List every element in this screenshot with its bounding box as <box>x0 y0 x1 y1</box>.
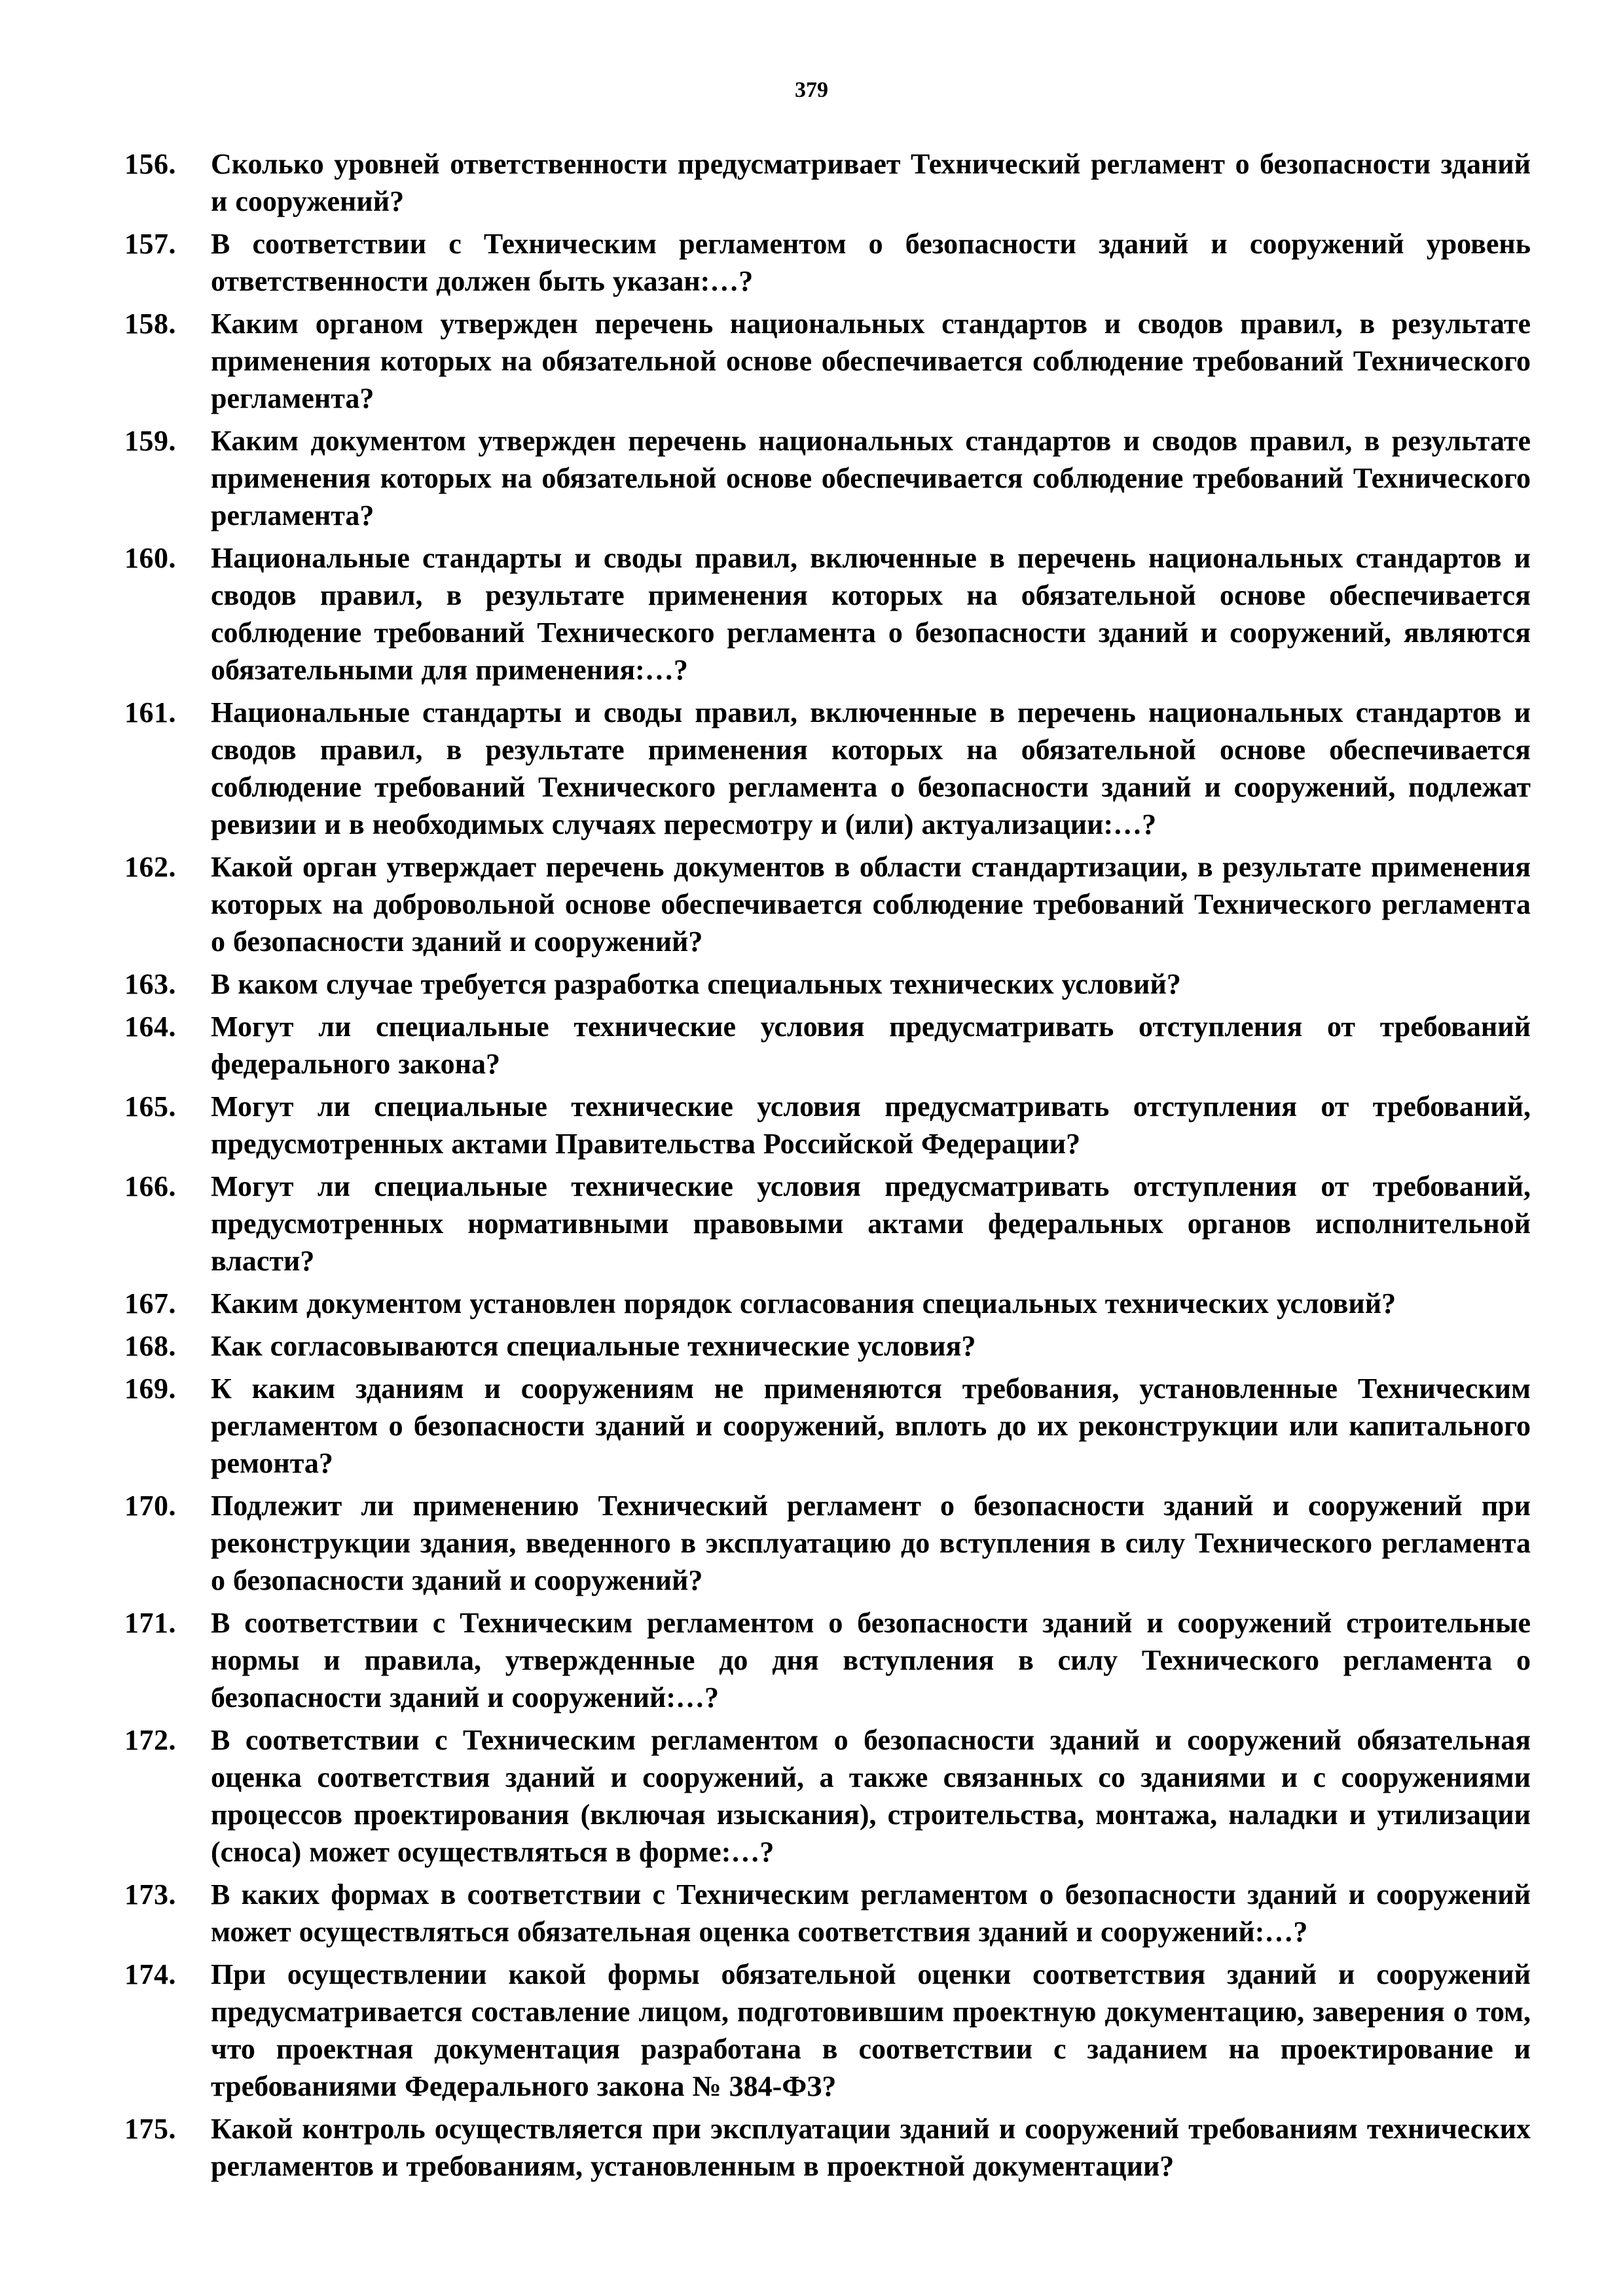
question-item <box>124 539 1531 689</box>
question-text: В соответствии с Техническим регламентом о безопасности зданий и сооружений обязательная оценка соответствия зданий и сооружений, а также связанных со зданиями и с сооружениями процессов проектирования (включая изыскания), строительства, монтажа, наладки и утилизации (сноса) может осуществляться в форме:…? <box>211 1724 1531 1868</box>
question-item <box>124 2110 1531 2185</box>
question-text: В соответствии с Техническим регламентом о безопасности зданий и сооружений строительные нормы и правила, утвержденные до дня вступления в силу Технического регламента о безопасности зданий и сооружений:…? <box>211 1607 1531 1713</box>
question-number: 170. <box>124 1490 176 1522</box>
question-item <box>124 965 1531 1003</box>
question-item <box>124 422 1531 534</box>
question-text: При осуществлении какой формы обязательной оценки соответствия зданий и сооружений предусматривается составление лицом, подготовившим проектную документацию, заверения о том, что проектная документация разработана в соответствии с заданием на проектирование и требованиями Федерального закона № 384-ФЗ? <box>211 1958 1531 2102</box>
question-number: 156. <box>124 148 176 180</box>
question-text: Какой орган утверждает перечень документов в области стандартизации, в результате применения которых на добровольной основе обеспечивается соблюдение требований Технического регламента о безопасности зданий и сооружений? <box>211 851 1531 958</box>
question-text: В соответствии с Техническим регламентом о безопасности зданий и сооружений уровень ответственности должен быть указан:…? <box>211 228 1531 297</box>
question-item <box>124 1487 1531 1599</box>
question-number: 171. <box>124 1607 176 1639</box>
page-number: 379 <box>795 78 828 102</box>
question-item <box>124 1721 1531 1871</box>
question-item <box>124 1370 1531 1482</box>
question-item <box>124 145 1531 220</box>
question-text: Могут ли специальные технические условия предусматривать отступления от требований, предусмотренных актами Правительства Российской Федерации? <box>211 1090 1531 1160</box>
question-item <box>124 305 1531 417</box>
question-item <box>124 848 1531 960</box>
question-number: 168. <box>124 1330 176 1362</box>
question-text: Каким документом утвержден перечень национальных стандартов и сводов правил, в результате применения которых на обязательной основе обеспечивается соблюдение требований Технического регламента? <box>211 425 1531 531</box>
question-number: 166. <box>124 1170 176 1202</box>
question-item <box>124 694 1531 843</box>
question-number: 157. <box>124 228 176 260</box>
question-text: К каким зданиям и сооружениям не применяются требования, установленные Техническим регламентом о безопасности зданий и сооружений, вплоть до их реконструкции или капитального ремонта? <box>211 1372 1531 1479</box>
question-item <box>124 225 1531 300</box>
question-text: Могут ли специальные технические условия предусматривать отступления от требований федерального закона? <box>211 1011 1531 1080</box>
question-number: 167. <box>124 1287 176 1319</box>
question-number: 162. <box>124 851 176 883</box>
question-item <box>124 1956 1531 2105</box>
question-text: Сколько уровней ответственности предусматривает Технический регламент о безопасности зданий и сооружений? <box>211 148 1531 217</box>
question-number: 173. <box>124 1878 176 1910</box>
question-list <box>124 145 1531 2190</box>
question-item <box>124 1168 1531 1280</box>
question-item <box>124 1604 1531 1716</box>
question-item <box>124 1285 1531 1322</box>
question-number: 158. <box>124 308 176 340</box>
question-item <box>124 1088 1531 1162</box>
question-number: 161. <box>124 696 176 728</box>
question-number: 160. <box>124 542 176 574</box>
question-number: 165. <box>124 1090 176 1122</box>
question-text: Национальные стандарты и своды правил, включенные в перечень национальных стандартов и сводов правил, в результате применения которых на обязательной основе обеспечивается соблюдение требований Технического регламента о безопасности зданий и сооружений, являются обязательными для применения:…? <box>211 542 1531 686</box>
question-item <box>124 1327 1531 1365</box>
question-text: Каким документом установлен порядок согласования специальных технических условий? <box>211 1287 1396 1319</box>
question-number: 174. <box>124 1958 176 1990</box>
question-text: Подлежит ли применению Технический регламент о безопасности зданий и сооружений при реконструкции здания, введенного в эксплуатацию до вступления в силу Технического регламента о безопасности зданий и сооружений? <box>211 1490 1531 1596</box>
question-number: 172. <box>124 1724 176 1756</box>
question-number: 159. <box>124 425 176 457</box>
question-number: 175. <box>124 2113 176 2145</box>
question-number: 163. <box>124 968 176 1000</box>
question-item <box>124 1008 1531 1083</box>
question-text: Могут ли специальные технические условия предусматривать отступления от требований, предусмотренных нормативными правовыми актами федеральных органов исполнительной власти? <box>211 1170 1531 1277</box>
question-number: 164. <box>124 1011 176 1043</box>
question-text: Как согласовываются специальные технические условия? <box>211 1330 976 1362</box>
question-text: Каким органом утвержден перечень национальных стандартов и сводов правил, в результате применения которых на обязательной основе обеспечивается соблюдение требований Технического регламента? <box>211 308 1531 414</box>
question-text: Какой контроль осуществляется при эксплуатации зданий и сооружений требованиям технических регламентов и требованиям, установленным в проектной документации? <box>211 2113 1531 2182</box>
question-text: В каком случае требуется разработка специальных технических условий? <box>211 968 1181 1000</box>
question-text: Национальные стандарты и своды правил, включенные в перечень национальных стандартов и сводов правил, в результате применения которых на обязательной основе обеспечивается соблюдение требований Технического регламента о безопасности зданий и сооружений, подлежат ревизии и в необходимых случаях пересмотру и (или) актуализации:…? <box>211 696 1531 840</box>
question-item <box>124 1876 1531 1950</box>
question-text: В каких формах в соответствии с Техническим регламентом о безопасности зданий и сооружений может осуществляться обязательная оценка соответствия зданий и сооружений:…? <box>211 1878 1531 1948</box>
question-number: 169. <box>124 1372 176 1405</box>
